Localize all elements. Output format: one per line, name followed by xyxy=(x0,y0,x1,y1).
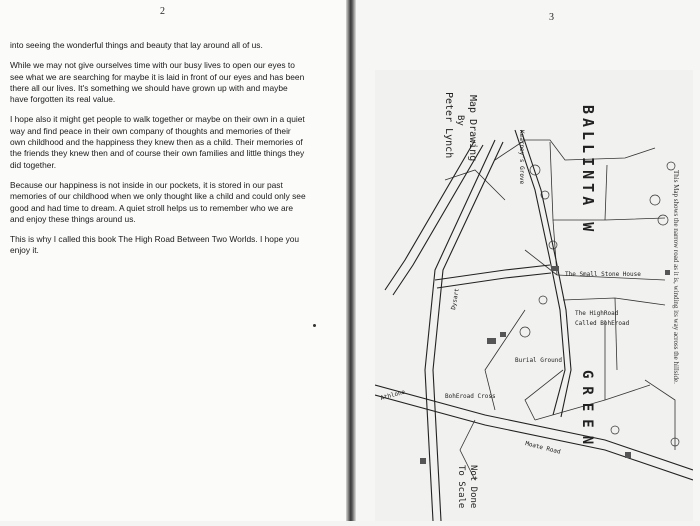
cross-label: BohEroad Cross xyxy=(445,393,496,400)
townland-bottom-label: GREEN xyxy=(579,370,595,453)
paragraph-4: Because our happiness is not inside in our pockets, it is stored in our past memories of our childhood when we only thought like a child and could only see good and had time to dream. A quiet stroll helps us to remember who we are and enjoy these things around us. xyxy=(10,179,306,224)
moate-road-label: Moate Road xyxy=(524,440,562,456)
map-svg xyxy=(375,70,693,521)
paragraph-1: into seeing the wonderful things and beauty that lay around all of us. xyxy=(10,40,263,50)
map-drawing xyxy=(375,70,693,521)
highroad-label: The HighRoad xyxy=(575,310,619,317)
small-stone-house-label: The Small Stone House xyxy=(565,271,641,278)
note-line-2: To Scale xyxy=(456,465,466,509)
note-line-1: Not Done xyxy=(468,465,478,509)
map-author-label: Peter Lynch xyxy=(443,92,454,159)
burial-ground-label: Burial Ground xyxy=(515,357,562,364)
body-text xyxy=(10,40,308,266)
called-label: Called BohEroad xyxy=(575,320,630,327)
page-number-right: 3 xyxy=(549,12,554,23)
paragraph-5: This is why I called this book The High Road Between Two Worlds. I hope you enjoy it. xyxy=(10,234,300,256)
page-number-left: 2 xyxy=(160,6,165,17)
townland-top-label: BALLINTA W xyxy=(579,105,597,236)
stray-mark xyxy=(313,324,316,327)
dysart-label: Dysart xyxy=(450,287,461,311)
map-title-label: Map Drawing xyxy=(467,95,478,162)
grove-label: Kearney's Grove xyxy=(518,130,525,185)
map-caption: This Map shows the narrow road as it is, winding its way across the hillside. xyxy=(672,170,680,384)
paragraph-2: While we may not give ourselves time with our busy lives to open our eyes to see what we are searching for maybe it is laid in front of our eyes and has been there all our lives. It's something we should have grown up with and maybe have forgotten its real value. xyxy=(10,60,305,105)
athlone-label: Athlone xyxy=(379,388,406,402)
book-gutter xyxy=(346,0,356,521)
paragraph-3: I hope also it might get people to walk together or maybe on their own in a quiet way and find peace in their own company of thoughts and memories of their own childhood and the happiness they knew then as a child. Their memories of the friends they knew then and of course their own families and little things they did together. xyxy=(10,114,305,170)
map-byline-label: By xyxy=(455,115,465,126)
